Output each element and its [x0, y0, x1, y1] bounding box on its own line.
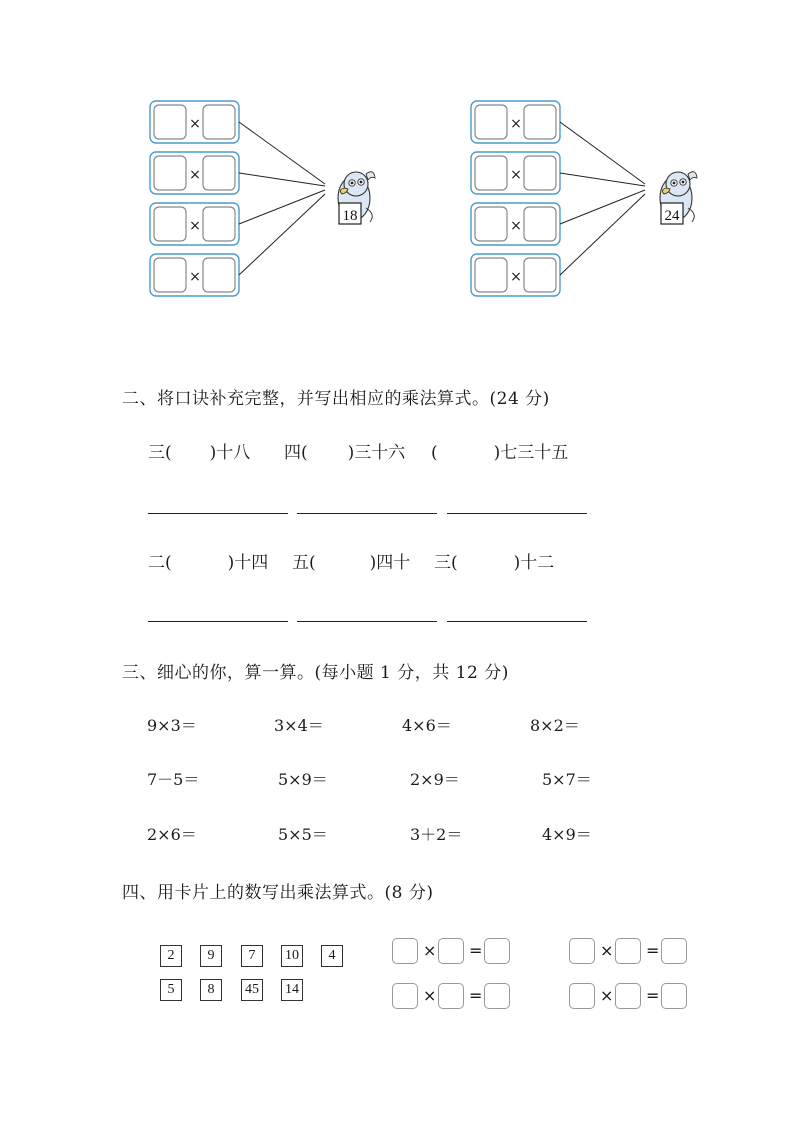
calc-problem[interactable]: 7－5＝ — [147, 770, 200, 789]
rhyme-prefix: 五( — [292, 553, 316, 573]
rhyme-prefix: ( — [431, 443, 438, 463]
number-card: 2 — [160, 945, 182, 967]
times-sign: × — [600, 986, 614, 1005]
equation-factor-box[interactable] — [392, 983, 418, 1009]
calc-problem[interactable]: 8×2＝ — [530, 716, 580, 735]
rhyme-item — [284, 438, 405, 463]
rhyme-item — [434, 548, 554, 573]
rhyme-prefix: 二( — [148, 553, 172, 573]
equals-sign: = — [646, 986, 660, 1005]
answer-line[interactable] — [297, 513, 437, 514]
rhyme-prefix: 三( — [434, 553, 458, 573]
times-sign: × — [510, 167, 522, 183]
calc-problem[interactable]: 4×6＝ — [402, 716, 452, 735]
rhyme-prefix: 四( — [284, 443, 308, 463]
number-card: 45 — [241, 979, 263, 1001]
calc-problem[interactable]: 5×5＝ — [278, 825, 328, 844]
times-sign: × — [510, 269, 522, 285]
equation-factor-box[interactable] — [615, 938, 641, 964]
times-sign: × — [189, 116, 201, 132]
calc-problem[interactable]: 2×6＝ — [147, 825, 197, 844]
section-4-title: 四、用卡片上的数写出乘法算式。(8 分) — [122, 883, 434, 903]
answer-line[interactable] — [148, 621, 288, 622]
rhyme-suffix: )十八 — [209, 443, 251, 463]
rhyme-suffix: )七三十五 — [493, 443, 569, 463]
right-connector-lines — [560, 122, 645, 275]
times-sign: × — [510, 218, 522, 234]
equals-sign: = — [469, 986, 483, 1005]
section-2-title: 二、将口诀补充完整，并写出相应的乘法算式。(24 分) — [122, 389, 550, 409]
number-card: 9 — [200, 945, 222, 967]
times-sign: × — [423, 941, 437, 960]
times-sign: × — [600, 941, 614, 960]
rhyme-item — [148, 438, 250, 463]
equals-sign: = — [646, 941, 660, 960]
rhyme-suffix: )四十 — [369, 553, 411, 573]
calc-problem[interactable]: 3＋2＝ — [410, 825, 463, 844]
calc-problem[interactable]: 4×9＝ — [542, 825, 592, 844]
equation-factor-box[interactable] — [569, 938, 595, 964]
answer-line[interactable] — [297, 621, 437, 622]
number-card: 4 — [321, 945, 343, 967]
bird-number: 18 — [342, 208, 358, 224]
equation-product-box[interactable] — [484, 983, 510, 1009]
rhyme-prefix: 三( — [148, 443, 172, 463]
calc-problem[interactable]: 3×4＝ — [274, 716, 324, 735]
rhyme-suffix: )三十六 — [347, 443, 406, 463]
calc-problem[interactable]: 2×9＝ — [410, 770, 460, 789]
matching-diagram — [0, 0, 794, 320]
calc-problem[interactable]: 9×3＝ — [147, 716, 197, 735]
equation-factor-box[interactable] — [438, 983, 464, 1009]
number-card: 7 — [241, 945, 263, 967]
answer-line[interactable] — [447, 513, 587, 514]
equation-product-box[interactable] — [484, 938, 510, 964]
calc-problem[interactable]: 5×9＝ — [278, 770, 328, 789]
times-sign: × — [189, 269, 201, 285]
equation-product-box[interactable] — [661, 938, 687, 964]
rhyme-suffix: )十四 — [227, 553, 269, 573]
equals-sign: = — [469, 941, 483, 960]
answer-line[interactable] — [447, 621, 587, 622]
times-sign: × — [423, 986, 437, 1005]
rhyme-item — [292, 548, 410, 573]
times-sign: × — [189, 167, 201, 183]
number-card: 14 — [281, 979, 303, 1001]
equation-factor-box[interactable] — [438, 938, 464, 964]
equation-product-box[interactable] — [661, 983, 687, 1009]
rhyme-item — [148, 548, 268, 573]
number-card: 10 — [281, 945, 303, 967]
number-card: 5 — [160, 979, 182, 1001]
equation-factor-box[interactable] — [569, 983, 595, 1009]
calc-problem[interactable]: 5×7＝ — [542, 770, 592, 789]
answer-line[interactable] — [148, 513, 288, 514]
times-sign: × — [189, 218, 201, 234]
section-3-title: 三、细心的你，算一算。(每小题 1 分，共 12 分) — [122, 663, 509, 683]
equation-factor-box[interactable] — [615, 983, 641, 1009]
number-card: 8 — [200, 979, 222, 1001]
left-connector-lines — [239, 122, 325, 275]
equation-factor-box[interactable] — [392, 938, 418, 964]
rhyme-suffix: )十二 — [513, 553, 555, 573]
times-sign: × — [510, 116, 522, 132]
bird-number: 24 — [664, 208, 680, 224]
rhyme-item — [431, 438, 568, 463]
